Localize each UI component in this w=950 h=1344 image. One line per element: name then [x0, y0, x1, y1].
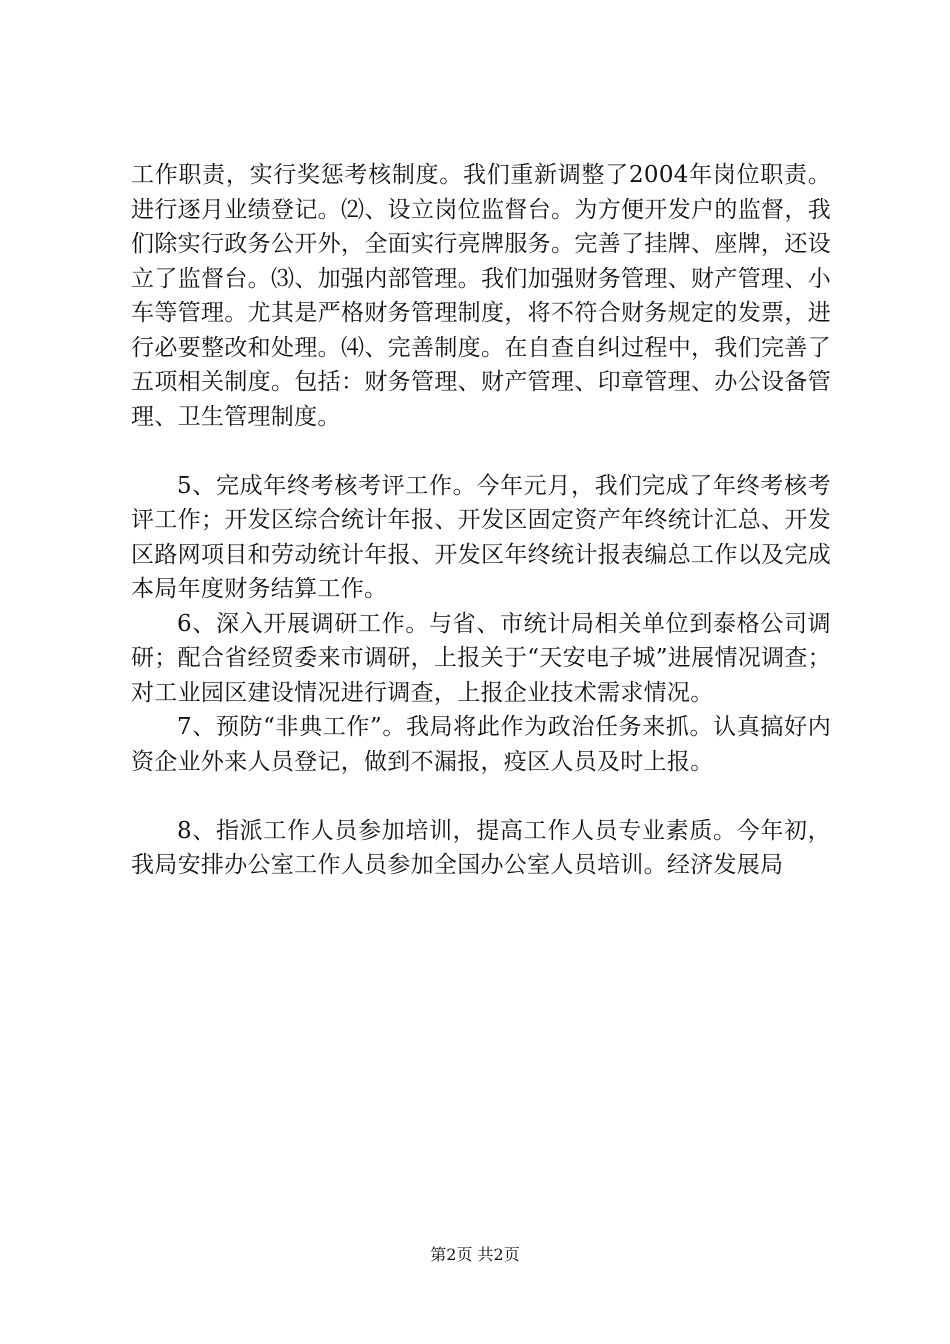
- paragraph-item-6: 6、深入开展调研工作。与省、市统计局相关单位到泰格公司调研；配合省经贸委来市调研，上报关于“天安电子城”进展情况调查；对工业园区建设情况进行调查，上报企业技术需求情况。: [131, 610, 831, 706]
- paragraph-spacer: [131, 779, 831, 814]
- paragraph-item-5: 5、完成年终考核考评工作。今年元月，我们完成了年终考核考评工作；开发区综合统计年报、开发区固定资产年终统计汇总、开发区路网项目和劳动统计年报、开发区年终统计报表编总工作以及完成本局年度财务结算工作。: [131, 472, 831, 602]
- paragraph-spacer: [131, 434, 831, 469]
- paragraph-item-7: 7、预防“非典工作”。我局将此作为政治任务来抓。认真搞好内资企业外来人员登记，做到不漏报，疫区人员及时上报。: [131, 714, 831, 775]
- page-footer: [0, 1244, 950, 1266]
- page-number-label: 第2页 共2页: [430, 1245, 520, 1264]
- paragraph-item-8: 8、指派工作人员参加培训，提高工作人员专业素质。今年初，我局安排办公室工作人员参加全国办公室人员培训。经济发展局: [131, 817, 831, 878]
- document-body: [131, 158, 831, 883]
- paragraph-continuation: 工作职责，实行奖惩考核制度。我们重新调整了2004年岗位职责。进行逐月业绩登记。⑵、设立岗位监督台。为方便开发户的监督，我们除实行政务公开外，全面实行亮牌服务。完善了挂牌、座牌，还设立了监督台。⑶、加强内部管理。我们加强财务管理、财产管理、小车等管理。尤其是严格财务管理制度，将不符合财务规定的发票，进行必要整改和处理。⑷、完善制度。在自查自纠过程中，我们完善了五项相关制度。包括：财务管理、财产管理、印章管理、办公设备管理、卫生管理制度。: [131, 162, 831, 430]
